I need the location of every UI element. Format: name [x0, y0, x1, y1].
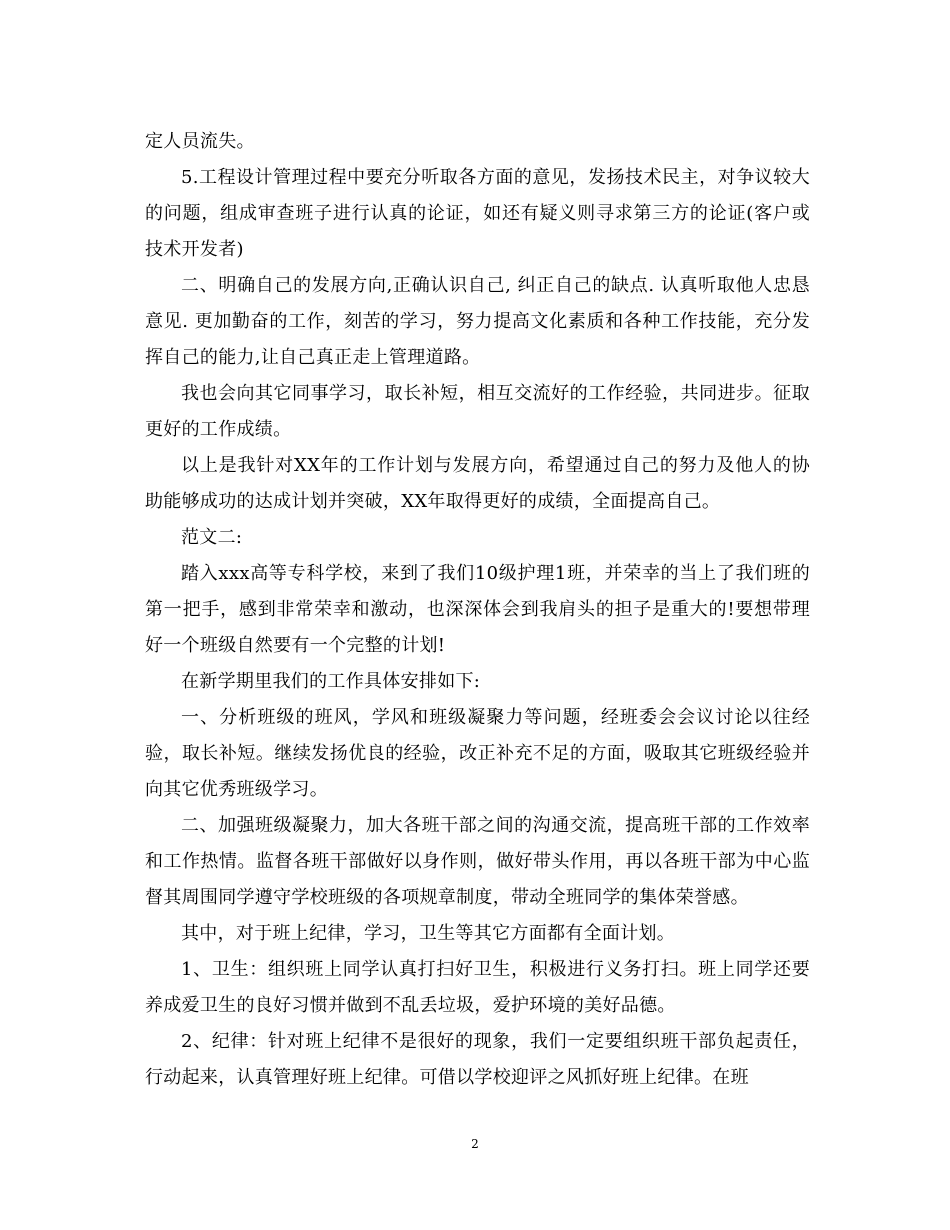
- paragraph-8: 在新学期里我们的工作具体安排如下:: [181, 671, 481, 692]
- page-number: 2: [471, 1137, 479, 1151]
- paragraph-4: 我也会向其它同事学习，取长补短，相互交流好的工作经验，共同进步。征取更好的工作成绩。: [145, 383, 810, 440]
- paragraph-7: 踏入xxx高等专科学校，来到了我们10级护理1班，并荣幸的当上了我们班的第一把手，感到非常荣幸和激动，也深深体会到我肩头的担子是重大的!要想带理好一个班级自然要有一个完整的计划!: [145, 563, 810, 656]
- document-body: [145, 124, 810, 1096]
- paragraph-3: 二、明确自己的发展方向,正确认识自己, 纠正自己的缺点. 认真听取他人忠恳意见. 更加勤奋的工作，刻苦的学习，努力提高文化素质和各种工作技能，充分发挥自己的能力,让自己真正走上管理道路。: [145, 275, 810, 368]
- paragraph-10: 二、加强班级凝聚力，加大各班干部之间的沟通交流，提高班干部的工作效率和工作热情。监督各班干部做好以身作则，做好带头作用，再以各班干部为中心监督其周围同学遵守学校班级的各项规章制度，带动全班同学的集体荣誉感。: [145, 815, 810, 908]
- paragraph-11: 其中，对于班上纪律，学习，卫生等其它方面都有全面计划。: [181, 923, 676, 944]
- paragraph-13: 2、纪律：针对班上纪律不是很好的现象，我们一定要组织班干部负起责任，行动起来，认真管理好班上纪律。可借以学校迎评之风抓好班上纪律。在班: [145, 1031, 810, 1088]
- paragraph-9: 一、分析班级的班风，学风和班级凝聚力等问题，经班委会会议讨论以往经验，取长补短。继续发扬优良的经验，改正补充不足的方面，吸取其它班级经验并向其它优秀班级学习。: [145, 707, 810, 800]
- paragraph-5: 以上是我针对XX年的工作计划与发展方向，希望通过自己的努力及他人的协助能够成功的达成计划并突破，XX年取得更好的成绩，全面提高自己。: [145, 455, 810, 512]
- paragraph-2: 5.工程设计管理过程中要充分听取各方面的意见，发扬技术民主，对争议较大的问题，组成审查班子进行认真的论证，如还有疑义则寻求第三方的论证(客户或技术开发者): [145, 167, 810, 260]
- paragraph-12: 1、卫生：组织班上同学认真打扫好卫生，积极进行义务打扫。班上同学还要养成爱卫生的良好习惯并做到不乱丢垃圾，爱护环境的美好品德。: [145, 959, 810, 1016]
- paragraph-6: 范文二:: [181, 527, 243, 548]
- paragraph-1: 定人员流失。: [145, 131, 255, 152]
